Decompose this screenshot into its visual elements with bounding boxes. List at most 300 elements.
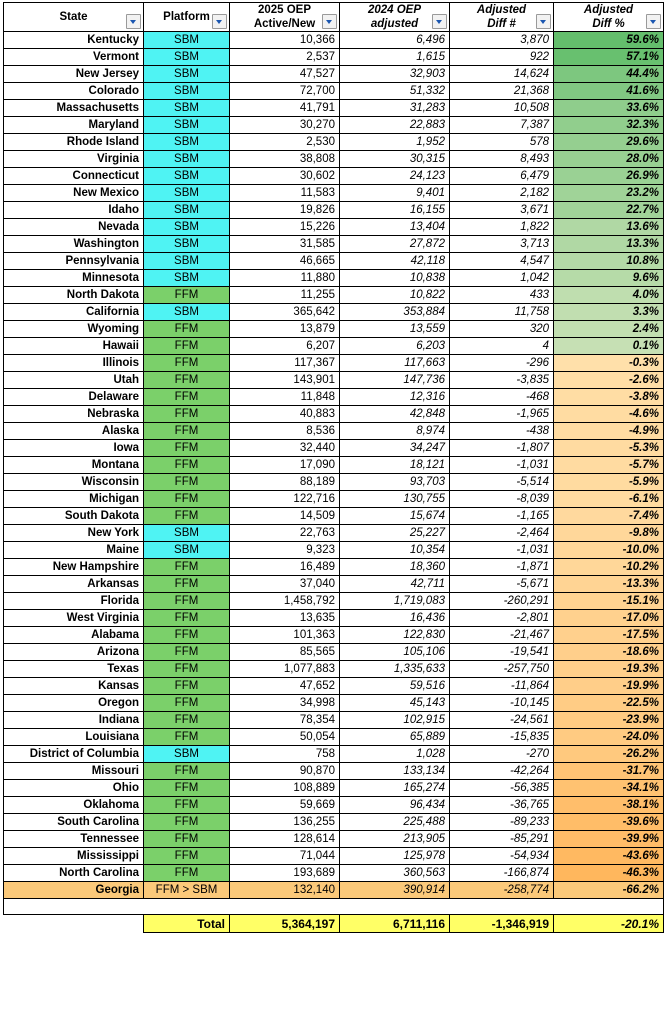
cell-diff-percent: -3.8%	[554, 389, 664, 406]
cell-state: Kentucky	[4, 32, 144, 49]
cell-oep-2024: 10,822	[340, 287, 450, 304]
cell-diff-number: 2,182	[450, 185, 554, 202]
cell-oep-2025: 143,901	[230, 372, 340, 389]
cell-platform: SBM	[144, 525, 230, 542]
cell-diff-number: 7,387	[450, 117, 554, 134]
table-row	[4, 406, 664, 423]
cell-platform: FFM	[144, 389, 230, 406]
table-row	[4, 253, 664, 270]
cell-state: Hawaii	[4, 338, 144, 355]
cell-diff-percent: -13.3%	[554, 576, 664, 593]
column-header-line1: 2025 OEP	[257, 4, 312, 16]
cell-diff-number: -258,774	[450, 882, 554, 899]
cell-oep-2024: 353,884	[340, 304, 450, 321]
table-row	[4, 729, 664, 746]
cell-diff-percent: -46.3%	[554, 865, 664, 882]
total-diff-percent: -20.1%	[554, 915, 664, 933]
cell-diff-number: -296	[450, 355, 554, 372]
table-row	[4, 508, 664, 525]
cell-diff-number: -1,031	[450, 542, 554, 559]
table-row	[4, 338, 664, 355]
cell-state: Connecticut	[4, 168, 144, 185]
cell-oep-2024: 30,315	[340, 151, 450, 168]
cell-platform: SBM	[144, 270, 230, 287]
cell-platform: SBM	[144, 117, 230, 134]
cell-oep-2024: 42,848	[340, 406, 450, 423]
cell-oep-2024: 1,615	[340, 49, 450, 66]
cell-diff-number: 3,713	[450, 236, 554, 253]
cell-platform: FFM	[144, 814, 230, 831]
cell-diff-number: 8,493	[450, 151, 554, 168]
table-row	[4, 457, 664, 474]
table-row	[4, 576, 664, 593]
cell-diff-number: 21,368	[450, 83, 554, 100]
cell-diff-number: 3,671	[450, 202, 554, 219]
cell-oep-2024: 93,703	[340, 474, 450, 491]
cell-diff-percent: -17.5%	[554, 627, 664, 644]
filter-dropdown-icon-adjusted-diff-percent[interactable]	[646, 14, 661, 29]
cell-diff-number: 14,624	[450, 66, 554, 83]
cell-oep-2025: 101,363	[230, 627, 340, 644]
cell-diff-number: 4,547	[450, 253, 554, 270]
cell-diff-percent: 44.4%	[554, 66, 664, 83]
cell-state: Maine	[4, 542, 144, 559]
cell-diff-number: -1,807	[450, 440, 554, 457]
cell-state: New York	[4, 525, 144, 542]
cell-oep-2024: 13,559	[340, 321, 450, 338]
cell-state: Illinois	[4, 355, 144, 372]
column-header-line2: Diff #	[487, 18, 516, 30]
cell-oep-2025: 136,255	[230, 814, 340, 831]
cell-diff-percent: 59.6%	[554, 32, 664, 49]
cell-diff-number: 578	[450, 134, 554, 151]
table-row	[4, 848, 664, 865]
cell-oep-2024: 6,203	[340, 338, 450, 355]
cell-oep-2024: 59,516	[340, 678, 450, 695]
cell-oep-2024: 24,123	[340, 168, 450, 185]
table-row	[4, 389, 664, 406]
cell-oep-2025: 46,665	[230, 253, 340, 270]
cell-diff-percent: -24.0%	[554, 729, 664, 746]
cell-platform: FFM	[144, 695, 230, 712]
cell-oep-2025: 117,367	[230, 355, 340, 372]
filter-dropdown-icon-adjusted-diff-number[interactable]	[536, 14, 551, 29]
cell-platform: FFM	[144, 780, 230, 797]
cell-diff-percent: 3.3%	[554, 304, 664, 321]
cell-platform: FFM	[144, 576, 230, 593]
table-row	[4, 219, 664, 236]
table-row	[4, 474, 664, 491]
column-header-line1: Platform	[163, 11, 210, 23]
cell-platform: FFM	[144, 610, 230, 627]
cell-diff-number: 1,822	[450, 219, 554, 236]
total-row	[4, 915, 664, 933]
cell-platform: SBM	[144, 83, 230, 100]
cell-oep-2025: 30,270	[230, 117, 340, 134]
cell-platform: FFM	[144, 491, 230, 508]
filter-dropdown-icon-oep-2025[interactable]	[322, 14, 337, 29]
cell-state: Iowa	[4, 440, 144, 457]
cell-diff-percent: -26.2%	[554, 746, 664, 763]
cell-diff-percent: 26.9%	[554, 168, 664, 185]
cell-state: Kansas	[4, 678, 144, 695]
table-row	[4, 831, 664, 848]
cell-oep-2025: 13,879	[230, 321, 340, 338]
cell-diff-number: 433	[450, 287, 554, 304]
cell-platform: FFM	[144, 508, 230, 525]
cell-diff-percent: 29.6%	[554, 134, 664, 151]
cell-diff-percent: 32.3%	[554, 117, 664, 134]
cell-oep-2025: 11,848	[230, 389, 340, 406]
cell-diff-number: -1,965	[450, 406, 554, 423]
cell-oep-2024: 31,283	[340, 100, 450, 117]
cell-platform: FFM	[144, 627, 230, 644]
cell-state: Delaware	[4, 389, 144, 406]
cell-state: Minnesota	[4, 270, 144, 287]
table-row	[4, 304, 664, 321]
filter-dropdown-icon-platform[interactable]	[212, 14, 227, 29]
cell-platform: FFM	[144, 831, 230, 848]
cell-diff-number: -11,864	[450, 678, 554, 695]
cell-oep-2025: 90,870	[230, 763, 340, 780]
cell-diff-number: 1,042	[450, 270, 554, 287]
cell-diff-number: -166,874	[450, 865, 554, 882]
cell-platform: FFM	[144, 661, 230, 678]
table-row	[4, 49, 664, 66]
cell-oep-2025: 11,880	[230, 270, 340, 287]
cell-platform: SBM	[144, 236, 230, 253]
cell-platform: FFM	[144, 338, 230, 355]
cell-state: Virginia	[4, 151, 144, 168]
table-row	[4, 678, 664, 695]
cell-diff-percent: -19.9%	[554, 678, 664, 695]
cell-oep-2025: 71,044	[230, 848, 340, 865]
cell-state: Utah	[4, 372, 144, 389]
table-row	[4, 542, 664, 559]
cell-diff-number: -1,871	[450, 559, 554, 576]
cell-diff-percent: 13.3%	[554, 236, 664, 253]
cell-oep-2025: 41,791	[230, 100, 340, 117]
table-row	[4, 66, 664, 83]
table-header	[4, 3, 664, 32]
column-header-oep-2025	[230, 3, 340, 32]
table-row	[4, 321, 664, 338]
cell-platform: FFM	[144, 712, 230, 729]
cell-diff-number: -19,541	[450, 644, 554, 661]
cell-oep-2025: 6,207	[230, 338, 340, 355]
cell-oep-2024: 16,436	[340, 610, 450, 627]
cell-diff-number: -438	[450, 423, 554, 440]
table-row	[4, 763, 664, 780]
cell-state: Oregon	[4, 695, 144, 712]
cell-oep-2025: 132,140	[230, 882, 340, 899]
cell-platform: SBM	[144, 202, 230, 219]
cell-oep-2024: 122,830	[340, 627, 450, 644]
cell-diff-number: -21,467	[450, 627, 554, 644]
cell-diff-number: -54,934	[450, 848, 554, 865]
cell-oep-2024: 1,028	[340, 746, 450, 763]
cell-oep-2025: 9,323	[230, 542, 340, 559]
cell-diff-percent: -39.9%	[554, 831, 664, 848]
cell-diff-number: -270	[450, 746, 554, 763]
cell-oep-2025: 50,054	[230, 729, 340, 746]
cell-diff-number: -468	[450, 389, 554, 406]
cell-oep-2025: 128,614	[230, 831, 340, 848]
cell-platform: SBM	[144, 168, 230, 185]
cell-state: Nevada	[4, 219, 144, 236]
table-row	[4, 185, 664, 202]
cell-diff-number: -2,801	[450, 610, 554, 627]
cell-diff-percent: -9.8%	[554, 525, 664, 542]
cell-oep-2025: 85,565	[230, 644, 340, 661]
cell-oep-2024: 213,905	[340, 831, 450, 848]
table-row	[4, 100, 664, 117]
cell-oep-2024: 8,974	[340, 423, 450, 440]
cell-oep-2024: 130,755	[340, 491, 450, 508]
cell-oep-2025: 11,583	[230, 185, 340, 202]
cell-platform: FFM > SBM	[144, 882, 230, 899]
table-row	[4, 593, 664, 610]
cell-oep-2024: 32,903	[340, 66, 450, 83]
cell-diff-percent: 23.2%	[554, 185, 664, 202]
cell-platform: SBM	[144, 542, 230, 559]
cell-oep-2025: 40,883	[230, 406, 340, 423]
cell-oep-2024: 25,227	[340, 525, 450, 542]
cell-state: Vermont	[4, 49, 144, 66]
cell-state: Indiana	[4, 712, 144, 729]
cell-oep-2024: 10,354	[340, 542, 450, 559]
cell-diff-percent: -39.6%	[554, 814, 664, 831]
cell-state: Rhode Island	[4, 134, 144, 151]
cell-diff-number: -10,145	[450, 695, 554, 712]
cell-diff-percent: 41.6%	[554, 83, 664, 100]
table-row	[4, 117, 664, 134]
cell-state: Oklahoma	[4, 797, 144, 814]
table-row	[4, 695, 664, 712]
table-row	[4, 882, 664, 899]
cell-platform: FFM	[144, 559, 230, 576]
cell-platform: SBM	[144, 32, 230, 49]
column-header-line1: State	[59, 11, 88, 23]
cell-state: Alabama	[4, 627, 144, 644]
cell-oep-2025: 14,509	[230, 508, 340, 525]
cell-platform: SBM	[144, 746, 230, 763]
cell-oep-2024: 10,838	[340, 270, 450, 287]
cell-oep-2024: 34,247	[340, 440, 450, 457]
cell-oep-2024: 390,914	[340, 882, 450, 899]
table-row	[4, 372, 664, 389]
cell-platform: SBM	[144, 134, 230, 151]
column-header-oep-2024	[340, 3, 450, 32]
cell-oep-2024: 15,674	[340, 508, 450, 525]
cell-oep-2024: 27,872	[340, 236, 450, 253]
cell-oep-2025: 59,669	[230, 797, 340, 814]
cell-oep-2025: 38,808	[230, 151, 340, 168]
column-header-adjusted-diff-percent	[554, 3, 664, 32]
cell-state: Mississippi	[4, 848, 144, 865]
column-header-line2: Active/New	[253, 18, 316, 30]
cell-state: New Hampshire	[4, 559, 144, 576]
cell-platform: FFM	[144, 644, 230, 661]
cell-diff-percent: 13.6%	[554, 219, 664, 236]
cell-oep-2025: 88,189	[230, 474, 340, 491]
cell-oep-2025: 11,255	[230, 287, 340, 304]
table-row	[4, 814, 664, 831]
cell-oep-2024: 125,978	[340, 848, 450, 865]
cell-diff-percent: -4.9%	[554, 423, 664, 440]
cell-oep-2025: 10,366	[230, 32, 340, 49]
table-row	[4, 355, 664, 372]
cell-oep-2024: 6,496	[340, 32, 450, 49]
cell-platform: SBM	[144, 304, 230, 321]
cell-diff-percent: -10.2%	[554, 559, 664, 576]
cell-diff-percent: -2.6%	[554, 372, 664, 389]
cell-oep-2024: 18,360	[340, 559, 450, 576]
cell-platform: FFM	[144, 440, 230, 457]
cell-state: Pennsylvania	[4, 253, 144, 270]
cell-diff-number: -1,165	[450, 508, 554, 525]
cell-platform: FFM	[144, 678, 230, 695]
cell-state: Ohio	[4, 780, 144, 797]
cell-diff-number: 6,479	[450, 168, 554, 185]
cell-state: Massachusetts	[4, 100, 144, 117]
cell-oep-2025: 2,530	[230, 134, 340, 151]
cell-oep-2025: 1,077,883	[230, 661, 340, 678]
cell-diff-percent: -0.3%	[554, 355, 664, 372]
table-row	[4, 627, 664, 644]
cell-oep-2025: 193,689	[230, 865, 340, 882]
cell-oep-2024: 16,155	[340, 202, 450, 219]
cell-diff-percent: 28.0%	[554, 151, 664, 168]
cell-diff-number: 10,508	[450, 100, 554, 117]
column-header-adjusted-diff-number	[450, 3, 554, 32]
table-footer	[4, 899, 664, 933]
cell-state: Maryland	[4, 117, 144, 134]
cell-oep-2024: 96,434	[340, 797, 450, 814]
column-header-platform	[144, 3, 230, 32]
cell-diff-number: -5,514	[450, 474, 554, 491]
cell-diff-percent: -34.1%	[554, 780, 664, 797]
cell-diff-percent: 10.8%	[554, 253, 664, 270]
cell-diff-number: -89,233	[450, 814, 554, 831]
cell-diff-number: -85,291	[450, 831, 554, 848]
spacer-cell	[4, 899, 664, 915]
cell-oep-2025: 78,354	[230, 712, 340, 729]
cell-diff-number: -15,835	[450, 729, 554, 746]
cell-oep-2024: 13,404	[340, 219, 450, 236]
cell-platform: FFM	[144, 355, 230, 372]
table-row	[4, 83, 664, 100]
cell-oep-2024: 22,883	[340, 117, 450, 134]
column-header-line2: adjusted	[370, 18, 419, 30]
cell-platform: FFM	[144, 287, 230, 304]
cell-state: District of Columbia	[4, 746, 144, 763]
cell-diff-number: -2,464	[450, 525, 554, 542]
cell-diff-percent: -23.9%	[554, 712, 664, 729]
cell-oep-2024: 42,711	[340, 576, 450, 593]
cell-diff-percent: -17.0%	[554, 610, 664, 627]
cell-state: California	[4, 304, 144, 321]
cell-platform: FFM	[144, 593, 230, 610]
cell-state: South Dakota	[4, 508, 144, 525]
cell-platform: FFM	[144, 729, 230, 746]
cell-state: North Carolina	[4, 865, 144, 882]
cell-diff-percent: -15.1%	[554, 593, 664, 610]
cell-diff-number: -36,765	[450, 797, 554, 814]
table-row	[4, 32, 664, 49]
cell-oep-2024: 225,488	[340, 814, 450, 831]
cell-oep-2025: 19,826	[230, 202, 340, 219]
cell-state: Washington	[4, 236, 144, 253]
table-row	[4, 661, 664, 678]
cell-oep-2025: 2,537	[230, 49, 340, 66]
cell-diff-number: -260,291	[450, 593, 554, 610]
cell-diff-number: -56,385	[450, 780, 554, 797]
cell-state: South Carolina	[4, 814, 144, 831]
cell-diff-percent: -18.6%	[554, 644, 664, 661]
table-row	[4, 287, 664, 304]
enrollment-table	[3, 2, 664, 933]
cell-oep-2024: 165,274	[340, 780, 450, 797]
cell-state: West Virginia	[4, 610, 144, 627]
table-row	[4, 525, 664, 542]
table-row	[4, 746, 664, 763]
cell-oep-2024: 65,889	[340, 729, 450, 746]
table-row	[4, 610, 664, 627]
cell-diff-percent: 4.0%	[554, 287, 664, 304]
table-row	[4, 202, 664, 219]
cell-platform: FFM	[144, 406, 230, 423]
column-header-line2: Diff %	[592, 18, 625, 30]
cell-oep-2025: 13,635	[230, 610, 340, 627]
cell-diff-number: 320	[450, 321, 554, 338]
cell-state: New Mexico	[4, 185, 144, 202]
cell-platform: SBM	[144, 100, 230, 117]
cell-diff-number: 922	[450, 49, 554, 66]
total-oep2025: 5,364,197	[230, 915, 340, 933]
cell-diff-number: 11,758	[450, 304, 554, 321]
cell-state: Tennessee	[4, 831, 144, 848]
total-blank-state	[4, 915, 144, 933]
cell-oep-2025: 47,527	[230, 66, 340, 83]
table-row	[4, 168, 664, 185]
filter-dropdown-icon-state[interactable]	[126, 14, 141, 29]
cell-diff-percent: -5.3%	[554, 440, 664, 457]
cell-diff-number: -8,039	[450, 491, 554, 508]
cell-oep-2024: 9,401	[340, 185, 450, 202]
cell-oep-2024: 133,134	[340, 763, 450, 780]
table-row	[4, 270, 664, 287]
table-row	[4, 236, 664, 253]
cell-diff-number: -42,264	[450, 763, 554, 780]
cell-platform: SBM	[144, 151, 230, 168]
cell-oep-2024: 42,118	[340, 253, 450, 270]
cell-diff-percent: -7.4%	[554, 508, 664, 525]
cell-state: Wyoming	[4, 321, 144, 338]
cell-state: Arkansas	[4, 576, 144, 593]
cell-platform: SBM	[144, 185, 230, 202]
cell-oep-2024: 51,332	[340, 83, 450, 100]
cell-state: Georgia	[4, 882, 144, 899]
cell-oep-2025: 32,440	[230, 440, 340, 457]
cell-oep-2025: 758	[230, 746, 340, 763]
cell-state: Nebraska	[4, 406, 144, 423]
cell-oep-2025: 31,585	[230, 236, 340, 253]
cell-oep-2024: 1,719,083	[340, 593, 450, 610]
table-row	[4, 559, 664, 576]
cell-diff-number: -257,750	[450, 661, 554, 678]
filter-dropdown-icon-oep-2024[interactable]	[432, 14, 447, 29]
